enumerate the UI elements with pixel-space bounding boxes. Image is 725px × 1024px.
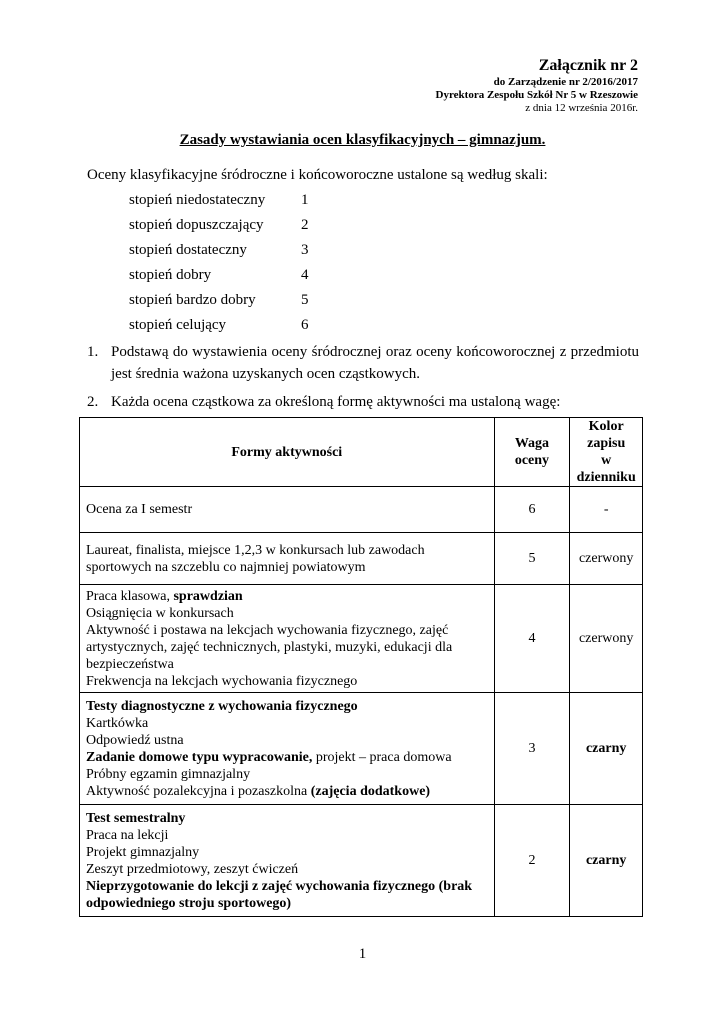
activity-forms-cell <box>80 487 495 533</box>
grade-name: stopień dostateczny <box>129 242 247 258</box>
activity-form-line <box>86 878 488 895</box>
journal-color-cell: czarny <box>570 693 643 805</box>
activity-form-text: sprawdzian <box>173 588 243 604</box>
activity-form-line <box>86 749 488 766</box>
activity-form-text: Ocena za I semestr <box>86 502 193 517</box>
grade-value: 2 <box>301 217 309 233</box>
activity-form-text: Testy diagnostyczne z wychowania fizycznego <box>86 698 358 714</box>
activity-forms-cell <box>80 585 495 693</box>
table-row <box>80 805 643 917</box>
point-number: 2. <box>87 394 99 410</box>
table-row <box>80 693 643 805</box>
activity-form-line <box>86 844 488 861</box>
grade-name: stopień bardzo dobry <box>129 292 256 308</box>
weight-cell: 3 <box>494 693 570 805</box>
grade-name: stopień niedostateczny <box>129 192 266 208</box>
activity-form-text: Kartkówka <box>86 715 149 731</box>
grade-scale <box>129 190 309 340</box>
activity-form-text: Aktywność i postawa na lekcjach wychowania fizycznego, zajęć <box>86 622 449 638</box>
activity-forms-cell <box>80 693 495 805</box>
activity-form-text: Próbny egzamin gimnazjalny <box>86 766 251 782</box>
page-number: 1 <box>358 946 367 962</box>
activity-form-text: artystycznych, zajęć technicznych, plastyki, muzyki, edukacji dla <box>86 639 453 655</box>
point-text: Podstawą do wystawienia oceny śródrocznej oraz oceny końcoworocznej z przedmiotu jest średnia ważona uzyskanych ocen cząstkowych. <box>111 344 639 382</box>
activity-form-text: Aktywność pozalekcyjna i pozaszkolna <box>86 783 311 799</box>
activity-form-line <box>86 698 488 715</box>
grade-scale-row <box>129 290 309 315</box>
attachment-date-line: z dnia 12 września 2016r. <box>525 102 638 114</box>
header-forms: Formy aktywności <box>80 418 495 487</box>
point-text: Każda ocena cząstkowa za określoną formę aktywności ma ustaloną wagę: <box>111 394 561 410</box>
activity-form-text: odpowiedniego stroju sportowego) <box>86 895 292 911</box>
activity-form-line <box>86 588 488 605</box>
activity-form-line <box>86 766 488 783</box>
weight-cell: 6 <box>494 487 570 533</box>
activity-form-text: Nieprzygotowanie do lekcji z zajęć wychowania fizycznego (brak <box>86 878 473 894</box>
activity-form-line <box>86 715 488 732</box>
grade-scale-row <box>129 265 309 290</box>
grade-value: 3 <box>301 242 309 258</box>
activity-form-text: bezpieczeństwa <box>86 656 174 672</box>
header-weight <box>494 418 570 487</box>
weight-cell: 2 <box>494 805 570 917</box>
header-color <box>570 418 643 487</box>
intro-paragraph: Oceny klasyfikacyjne śródroczne i końcoworoczne ustalone są według skali: <box>87 167 548 183</box>
journal-color-cell: czerwony <box>570 585 643 693</box>
header-color-line: dzienniku <box>576 470 636 485</box>
activity-form-text: Laureat, finalista, miejsce 1,2,3 w konkursach lub zawodach <box>86 542 425 558</box>
grade-name: stopień dopuszczający <box>129 217 264 233</box>
activity-forms-cell <box>80 533 495 585</box>
activity-form-line <box>86 810 488 827</box>
document-title: Zasady wystawiania ocen klasyfikacyjnych – gimnazjum. <box>179 132 546 148</box>
activity-form-line <box>86 783 488 800</box>
activity-form-text: Frekwencja na lekcjach wychowania fizycznego <box>86 673 358 689</box>
activity-form-text: sportowych na szczeblu co najmniej powiatowym <box>86 559 366 575</box>
grade-value: 1 <box>301 192 309 208</box>
activity-form-line <box>86 861 488 878</box>
grade-scale-row <box>129 215 309 240</box>
header-weight-line: Waga <box>514 436 550 451</box>
attachment-issuer-line: Dyrektora Zespołu Szkół Nr 5 w Rzeszowie <box>435 89 638 101</box>
activity-form-line <box>86 542 488 559</box>
activity-form-text: Projekt gimnazjalny <box>86 844 200 860</box>
table-row <box>80 533 643 585</box>
header-color-line: zapisu <box>587 436 626 451</box>
activity-form-line <box>86 605 488 622</box>
weights-table <box>79 417 643 917</box>
activity-form-line <box>86 501 488 518</box>
table-row <box>80 487 643 533</box>
activity-form-line <box>86 895 488 912</box>
numbered-point-2 <box>87 391 639 413</box>
activity-form-line <box>86 656 488 673</box>
grade-name: stopień dobry <box>129 267 212 283</box>
activity-form-text: (zajęcia dodatkowe) <box>310 783 431 799</box>
activity-form-text: Zeszyt przedmiotowy, zeszyt ćwiczeń <box>86 861 299 877</box>
header-weight-line: oceny <box>514 453 550 468</box>
activity-form-text: Zadanie domowe typu wypracowanie, <box>86 749 313 765</box>
grade-value: 6 <box>301 317 309 333</box>
attachment-title: Załącznik nr 2 <box>538 57 638 74</box>
weight-cell: 4 <box>494 585 570 693</box>
grade-value: 4 <box>301 267 309 283</box>
grade-scale-row <box>129 315 309 340</box>
activity-form-text: Odpowiedź ustna <box>86 732 184 748</box>
weight-cell: 5 <box>494 533 570 585</box>
activity-form-text: Praca na lekcji <box>86 827 169 843</box>
activity-form-line <box>86 732 488 749</box>
journal-color-cell: - <box>570 487 643 533</box>
header-color-line: Kolor <box>588 419 624 434</box>
table-header-row <box>80 418 643 487</box>
journal-color-cell: czarny <box>570 805 643 917</box>
activity-form-line <box>86 673 488 690</box>
activity-form-text: Osiągnięcia w konkursach <box>86 605 234 621</box>
activity-form-text: Test semestralny <box>86 810 186 826</box>
grade-value: 5 <box>301 292 309 308</box>
grade-scale-row <box>129 190 309 215</box>
activity-form-text: Praca klasowa, <box>86 588 174 604</box>
activity-form-line <box>86 827 488 844</box>
activity-form-text: projekt – praca domowa <box>312 749 452 765</box>
grade-name: stopień celujący <box>129 317 227 333</box>
numbered-point-1 <box>87 341 639 385</box>
activity-form-line <box>86 622 488 639</box>
journal-color-cell: czerwony <box>570 533 643 585</box>
activity-form-line <box>86 559 488 576</box>
activity-forms-cell <box>80 805 495 917</box>
document-header <box>436 56 638 115</box>
attachment-ref-line: do Zarządzenie nr 2/2016/2017 <box>493 76 638 88</box>
point-number: 1. <box>87 344 99 360</box>
activity-form-line <box>86 639 488 656</box>
grade-scale-row <box>129 240 309 265</box>
table-row <box>80 585 643 693</box>
header-color-line: w <box>601 453 612 468</box>
